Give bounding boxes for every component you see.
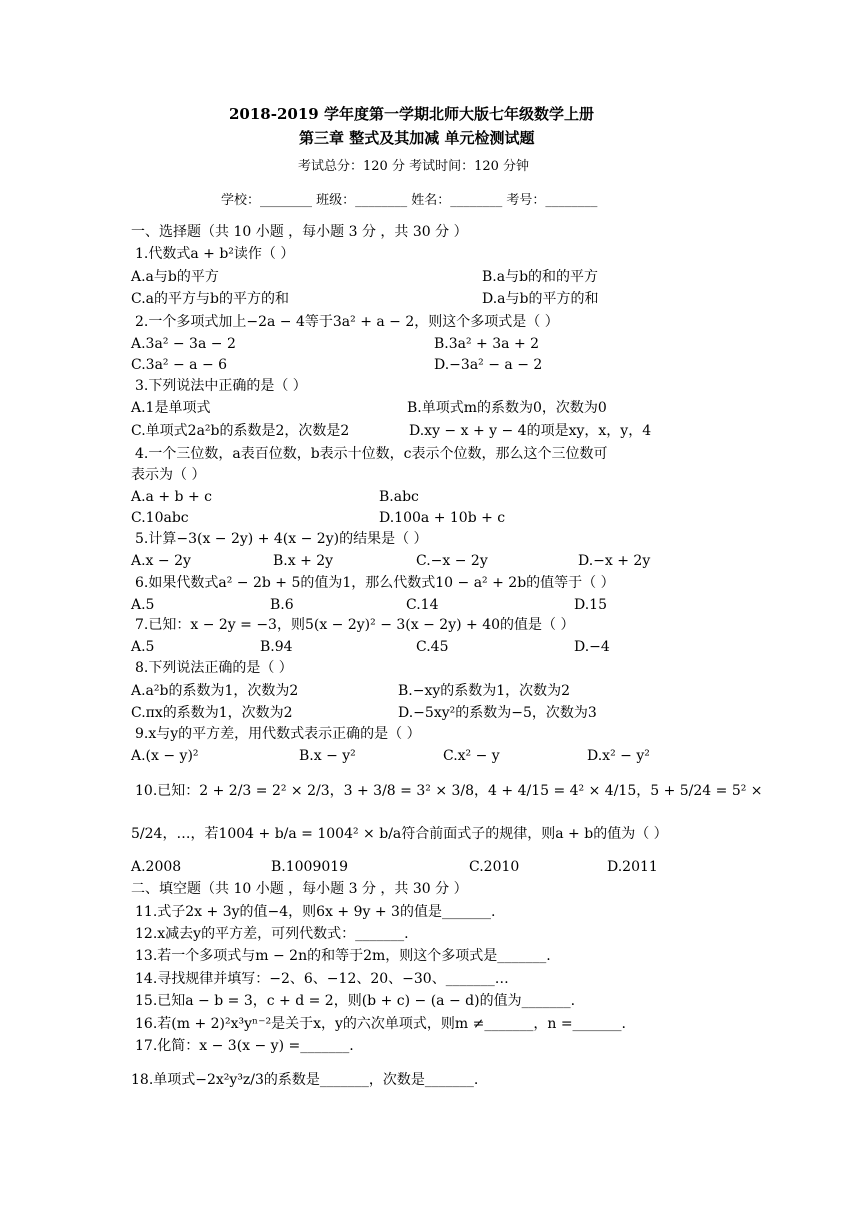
question-17: 17.化简：x − 3(x − y) =_______. bbox=[135, 1038, 354, 1054]
question-1: 1.代数式a + b²读作（ ） bbox=[135, 246, 295, 262]
q5-option-d: D.−x + 2y bbox=[578, 553, 651, 569]
question-15: 15.已知a − b = 3，c + d = 2，则(b + c) − (a − d)的值为_______. bbox=[135, 993, 576, 1009]
q1-option-c: C.a的平方与b的平方的和 bbox=[131, 291, 289, 307]
q6-option-c: C.14 bbox=[406, 597, 439, 613]
q7-option-a: A.5 bbox=[131, 639, 155, 655]
q9-option-a: A.(x − y)² bbox=[131, 748, 199, 764]
q3-option-d: D.xy − x + y − 4的项是xy，x，y，4 bbox=[409, 423, 652, 439]
question-4-line-2: 表示为（ ） bbox=[131, 467, 206, 483]
question-7: 7.已知：x − 2y = −3，则5(x − 2y)² − 3(x − 2y) + 40的值是（ ） bbox=[135, 617, 575, 633]
student-info-fields: 学校：________ 班级：________ 姓名：________ 考号：________ bbox=[221, 193, 598, 208]
section-heading-fill: 二、填空题（共 10 小题 ，每小题 3 分 ，共 30 分 ） bbox=[131, 881, 468, 897]
q4-option-a: A.a + b + c bbox=[131, 489, 212, 505]
q1-option-b: B.a与b的和的平方 bbox=[482, 269, 599, 285]
question-6: 6.如果代数式a² − 2b + 5的值为1，那么代数式10 − a² + 2b的值等于（ ） bbox=[135, 575, 615, 591]
q5-option-c: C.−x − 2y bbox=[416, 553, 488, 569]
q8-option-c: C.πx的系数为1，次数为2 bbox=[131, 705, 293, 721]
q5-option-a: A.x − 2y bbox=[131, 553, 191, 569]
question-9: 9.x与y的平方差，用代数式表示正确的是（ ） bbox=[135, 726, 421, 742]
question-14: 14.寻找规律并填写：−2、6、−12、20、−30、_______… bbox=[135, 971, 509, 987]
question-5: 5.计算−3(x − 2y) + 4(x − 2y)的结果是（ ） bbox=[135, 531, 428, 547]
exam-info: 考试总分：120 分 考试时间：120 分钟 bbox=[298, 159, 530, 174]
q10-option-d: D.2011 bbox=[607, 859, 658, 875]
q9-option-c: C.x² − y bbox=[443, 748, 500, 764]
question-12: 12.x减去y的平方差，可列代数式：_______. bbox=[135, 926, 409, 942]
q10-option-b: B.1009019 bbox=[271, 859, 349, 875]
q8-option-b: B.−xy的系数为1，次数为2 bbox=[398, 683, 571, 699]
question-11: 11.式子2x + 3y的值−4，则6x + 9y + 3的值是_______. bbox=[135, 904, 496, 920]
q1-option-d: D.a与b的平方的和 bbox=[482, 291, 599, 307]
q2-option-a: A.3a² − 3a − 2 bbox=[131, 336, 236, 352]
question-16: 16.若(m + 2)²x³yⁿ⁻²是关于x，y的六次单项式，则m ≠_______，n =_______. bbox=[135, 1016, 626, 1032]
question-10-line-2: 5/24，…，若1004 + b/a = 1004² × b/a符合前面式子的规律，则a + b的值为（ ） bbox=[131, 826, 668, 842]
q2-option-b: B.3a² + 3a + 2 bbox=[434, 336, 540, 352]
question-8: 8.下列说法正确的是（ ） bbox=[135, 660, 293, 676]
q6-option-a: A.5 bbox=[131, 597, 155, 613]
q1-option-a: A.a与b的平方 bbox=[131, 269, 219, 285]
q2-option-d: D.−3a² − a − 2 bbox=[434, 357, 543, 373]
question-18: 18.单项式−2x²y³z/3的系数是_______，次数是_______. bbox=[131, 1072, 479, 1088]
q8-option-d: D.−5xy²的系数为−5，次数为3 bbox=[398, 705, 597, 721]
question-2: 2.一个多项式加上−2a − 4等于3a² + a − 2，则这个多项式是（ ） bbox=[135, 314, 559, 330]
question-10-line-1: 10.已知：2 + 2/3 = 2² × 2/3，3 + 3/8 = 3² × 3/8，4 + 4/15 = 4² × 4/15，5 + 5/24 = 5² × bbox=[135, 783, 763, 799]
q2-option-c: C.3a² − a − 6 bbox=[131, 357, 228, 373]
q4-option-d: D.100a + 10b + c bbox=[379, 510, 506, 526]
q9-option-d: D.x² − y² bbox=[587, 748, 650, 764]
q10-option-c: C.2010 bbox=[469, 859, 520, 875]
title-line-2: 第三章 整式及其加减 单元检测试题 bbox=[299, 129, 535, 147]
q7-option-c: C.45 bbox=[416, 639, 449, 655]
q3-option-b: B.单项式m的系数为0，次数为0 bbox=[407, 400, 607, 416]
q4-option-b: B.abc bbox=[379, 489, 419, 505]
q5-option-b: B.x + 2y bbox=[273, 553, 334, 569]
question-13: 13.若一个多项式与m − 2n的和等于2m，则这个多项式是_______. bbox=[135, 948, 551, 964]
q7-option-d: D.−4 bbox=[574, 639, 610, 655]
question-3: 3.下列说法中正确的是（ ） bbox=[135, 378, 307, 394]
q7-option-b: B.94 bbox=[260, 639, 293, 655]
q10-option-a: A.2008 bbox=[131, 859, 182, 875]
q6-option-d: D.15 bbox=[574, 597, 607, 613]
q6-option-b: B.6 bbox=[270, 597, 294, 613]
title-line-1: 2018-2019 学年度第一学期北师大版七年级数学上册 bbox=[229, 105, 594, 123]
q4-option-c: C.10abc bbox=[131, 510, 189, 526]
section-heading-choice: 一、选择题（共 10 小题 ，每小题 3 分 ，共 30 分 ） bbox=[131, 224, 468, 240]
q8-option-a: A.a²b的系数为1，次数为2 bbox=[131, 683, 299, 699]
q3-option-a: A.1是单项式 bbox=[131, 400, 211, 416]
question-4-line-1: 4.一个三位数，a表百位数，b表示十位数，c表示个位数，那么这个三位数可 bbox=[135, 446, 608, 462]
q9-option-b: B.x − y² bbox=[299, 748, 356, 764]
q3-option-c: C.单项式2a²b的系数是2，次数是2 bbox=[131, 423, 350, 439]
